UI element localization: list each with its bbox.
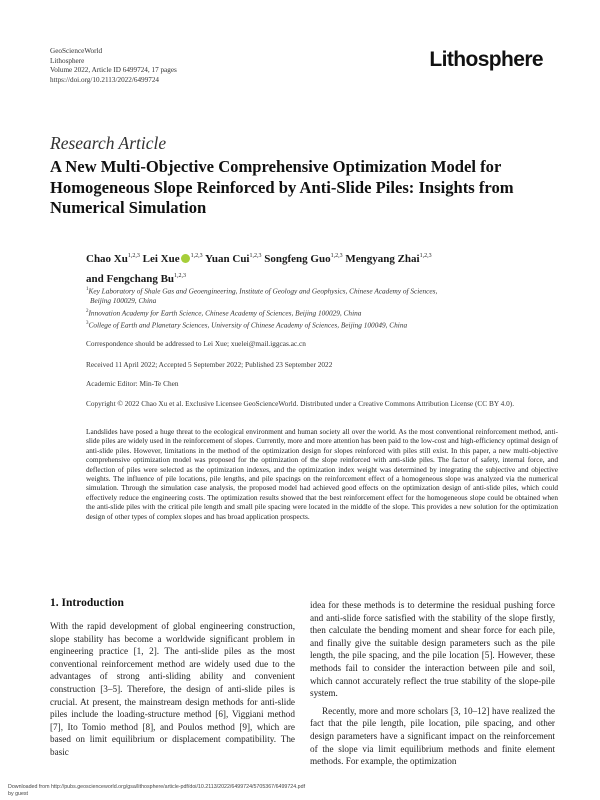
author-affil-sup: 1,2,3	[127, 253, 140, 259]
author-name[interactable]: Mengyang Zhai	[345, 253, 420, 265]
journal-info	[50, 47, 177, 85]
author-name[interactable]: and Fengchang Bu	[86, 273, 175, 285]
author-name[interactable]: Chao Xu	[86, 253, 128, 265]
author-affil-sup: 1,2,3	[249, 253, 262, 259]
footer-url[interactable]: Downloaded from http://pubs.geoscienceworld.org/gsa/lithosphere/article-pdf/doi/10.2113/2022/6499724/5705367/6499724.pdf	[8, 784, 306, 790]
affiliation-text: Key Laboratory of Shale Gas and Geoengineering, Institute of Geology and Geophysics, Chinese Academy of Sciences,	[88, 286, 438, 296]
body-column-right	[310, 599, 555, 768]
doi-link[interactable]: https://doi.org/10.2113/2022/6499724	[50, 75, 160, 84]
author-affil-sup: 1,2,3	[174, 273, 187, 279]
section-heading: 1. Introduction	[50, 597, 124, 609]
copyright-notice: Copyright © 2022 Chao Xu et al. Exclusive Licensee GeoScienceWorld. Distributed under a Creative Commons Attribution License (CC BY 4.0).	[86, 399, 515, 408]
affiliation-number: 3	[86, 320, 89, 326]
article-title: A New Multi-Objective Comprehensive Optimization Model for Homogeneous Slope Reinforced by Anti-Slide Piles: Insights from Numerical Simulation	[50, 157, 514, 217]
affiliation-text: Innovation Academy for Earth Science, Chinese Academy of Sciences, Beijing 100029, China	[88, 308, 362, 318]
body-paragraph: idea for these methods is to determine the residual pushing force and anti-slide force satisfied with the stability of the slope firstly, then calculate the bending moment and shear force for each pile, and finally give the suitable design parameters such as the pile length, the pile spacing, and the pile location [5]. However, these methods fail to consider the interaction between pile and soil, which cannot accurately reflect the true stability of the slope-pile system.	[310, 600, 555, 699]
affiliation-number: 2	[86, 308, 89, 314]
article-type: Research Article	[50, 133, 167, 153]
download-footer	[8, 784, 305, 797]
correspondence: Correspondence should be addressed to Lei Xue; xuelei@mail.iggcas.ac.cn	[86, 339, 306, 348]
publication-dates: Received 11 April 2022; Accepted 5 September 2022; Published 23 September 2022	[86, 360, 333, 369]
abstract: Landslides have posed a huge threat to the ecological environment and human society all over the world. As the most conventional reinforcement method, anti-slide piles are widely used in the reinforcement of slopes. Currently, more and more attention has been paid to the low-cost and high-efficiency optimal design of anti-slide piles. However, limitations in the method of the optimization design for slopes reinforced with piles still exist. In this paper, a new multi-objective comprehensive optimization model was proposed for the optimization of the slope reinforced with anti-slide piles. The factor of safety, internal force, and deflection of piles were selected as the optimization indexes, and the optimization index weight was determined by integrating the subjective and objective weights. The influence of pile locations, pile lengths, and pile spacings on the reinforcement effect of a homogeneous slope was analyzed via the numerical simulation. Through the simulation case analysis, the proposed model had achieved good effects on the optimization design of anti-slide piles, which could effectively reduce the engineering costs. The optimization results showed that the best reinforcement effect for the homogeneous slope could be obtained when the anti-slide piles with the critical pile length and small pile spacing were located in the middle of the slope. This provides a new solution for the optimization design of other types of complex slopes and has broad application prospects.	[86, 427, 558, 521]
affiliation-text: Beijing 100029, China	[90, 296, 157, 306]
journal-name: Lithosphere	[50, 56, 85, 65]
volume-line: Volume 2022, Article ID 6499724, 17 pages	[50, 66, 177, 75]
footer-guest: by guest	[8, 790, 29, 797]
body-paragraph: With the rapid development of global engineering construction, slope stability has become a worldwide significant problem in engineering practice [1, 2]. The anti-slide piles as the most conventional reinforcement method are widely used due to the advantages of strong anti-sliding ability and convenient construction [3–5]. Therefore, the design of anti-slide piles is crucial. At present, the mainstream design methods for anti-slide piles include the loading-structure method [6], Viggiani method [7], Ito Tomio method [8], and Poulos method [9], which are based on limit equilibrium or displacement compatibility. The basic	[50, 621, 295, 757]
affiliations	[86, 285, 576, 331]
orcid-icon[interactable]	[181, 254, 190, 263]
author-list	[86, 248, 556, 288]
affiliation-item	[86, 285, 576, 306]
academic-editor: Academic Editor: Min-Te Chen	[86, 379, 179, 388]
affiliation-item	[86, 319, 576, 330]
body-paragraph: Recently, more and more scholars [3, 10–12] have realized the fact that the pile length, pile location, pile spacing, and other design parameters have a significant impact on the reinforcement of the slope via limit equilibrium methods and finite element methods. For example, the optimization	[310, 705, 555, 767]
affiliation-item	[86, 307, 576, 318]
affiliation-text: College of Earth and Planetary Sciences, University of Chinese Academy of Sciences, Beijing 100049, China	[88, 320, 408, 330]
author-name[interactable]: Lei Xue	[142, 253, 180, 265]
author-name[interactable]: Yuan Cui	[204, 253, 250, 265]
affiliation-number: 1	[86, 287, 89, 292]
author-affil-sup: 1,2,3	[330, 253, 343, 259]
publisher-name: GeoScienceWorld	[50, 47, 103, 55]
body-column-left	[50, 620, 295, 759]
author-affil-sup: 1,2,3	[419, 253, 432, 259]
lithosphere-logo: Lithosphere	[429, 48, 543, 71]
author-name[interactable]: Songfeng Guo	[264, 253, 331, 265]
author-affil-sup: 1,2,3	[190, 253, 203, 259]
